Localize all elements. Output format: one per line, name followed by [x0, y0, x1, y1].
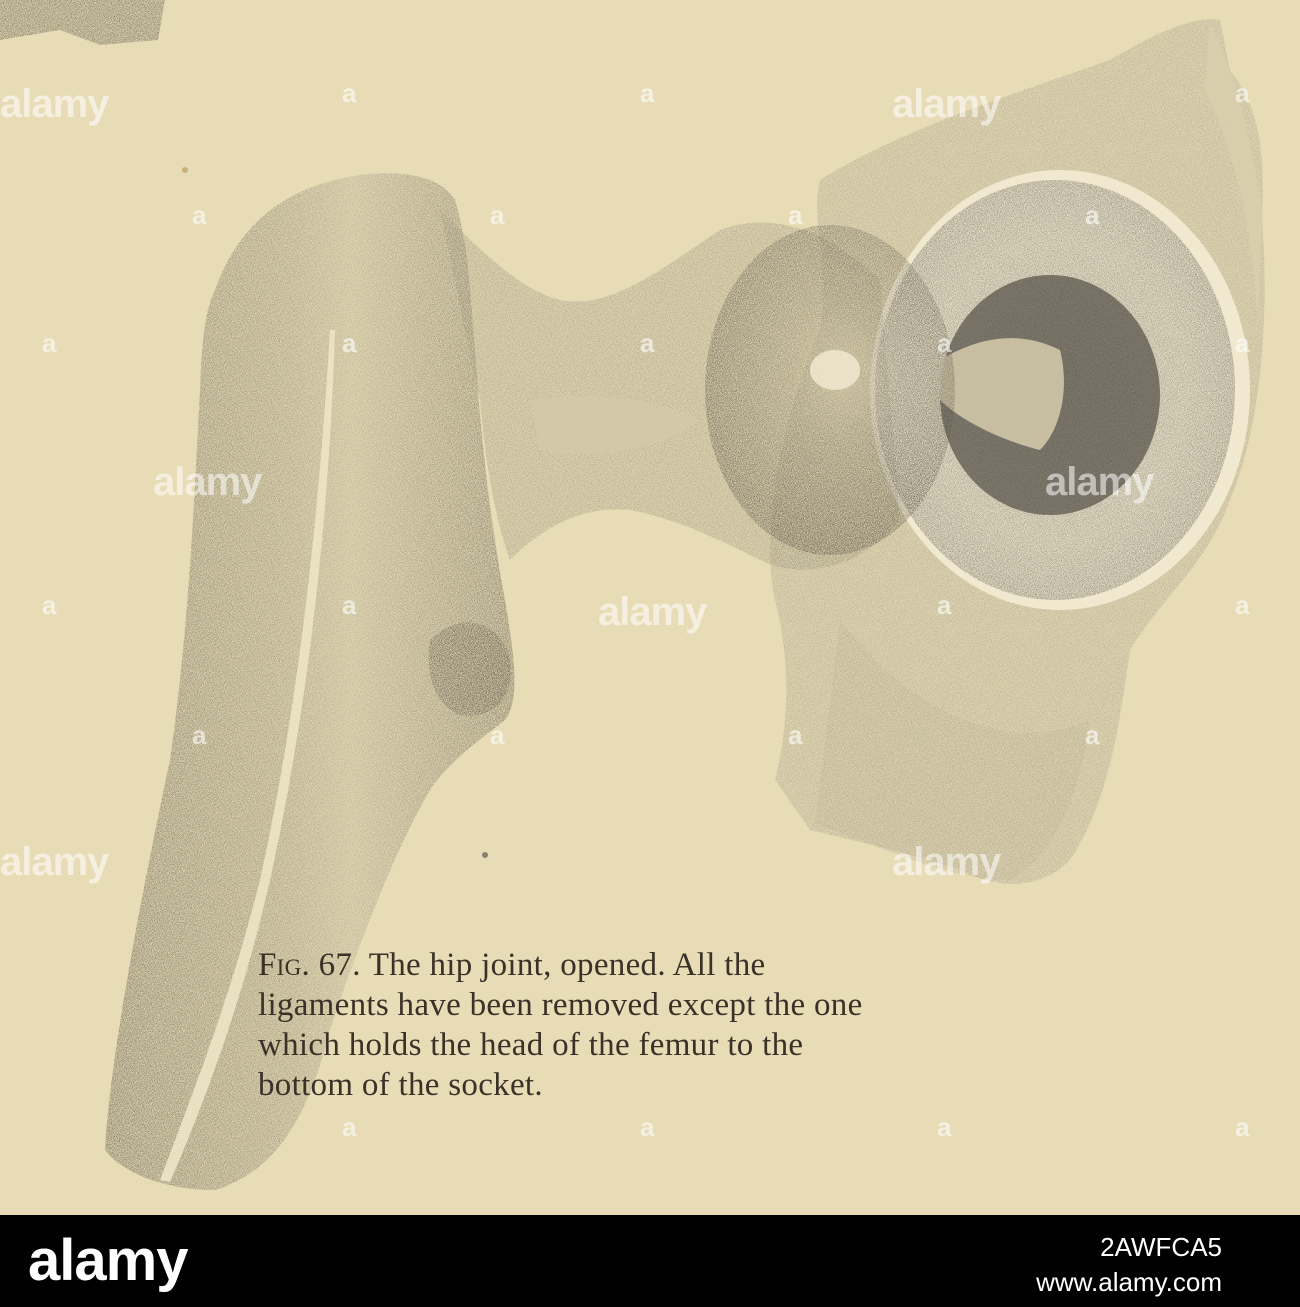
watermark-letter: a — [640, 1112, 655, 1142]
watermark: alamy — [598, 590, 707, 634]
image-id: 2AWFCA5 — [1100, 1232, 1222, 1262]
watermark-letter: a — [640, 78, 655, 108]
watermark-letter: a — [937, 590, 952, 620]
caption-line-4: bottom of the socket. — [258, 1067, 543, 1103]
caption-line-3: which holds the head of the femur to the — [258, 1027, 804, 1063]
watermark-letter: a — [1235, 328, 1250, 358]
figure-label: Fig. 67. — [258, 947, 361, 983]
watermark-letter: a — [1085, 200, 1100, 230]
watermark-letter: a — [192, 720, 207, 750]
bone-fragment-top-left — [0, 0, 165, 45]
alamy-logo: alamy — [28, 1228, 188, 1293]
watermark-letter: a — [490, 200, 505, 230]
watermark-letter: a — [490, 720, 505, 750]
caption-line-2: ligaments have been removed except the one — [258, 987, 863, 1023]
watermark-letter: a — [1235, 1112, 1250, 1142]
watermark: alamy — [0, 840, 109, 884]
watermark-letter: a — [937, 328, 952, 358]
site-url: www.alamy.com — [1036, 1267, 1222, 1297]
watermark: alamy — [0, 82, 109, 126]
paper-speck — [482, 852, 488, 858]
watermark-letter: a — [42, 590, 57, 620]
caption-line-1-text: The hip joint, opened. All the — [368, 947, 766, 983]
caption-line-1 — [258, 945, 1300, 985]
watermark-letter: a — [42, 328, 57, 358]
watermark-letter: a — [1235, 590, 1250, 620]
femoral-head — [705, 225, 955, 555]
watermark-letter: a — [192, 200, 207, 230]
watermark-letter: a — [640, 328, 655, 358]
watermark-letter: a — [788, 200, 803, 230]
watermark: alamy — [1045, 460, 1154, 504]
watermark: alamy — [892, 840, 1001, 884]
stock-footer-bar — [0, 1215, 1300, 1307]
watermark: alamy — [892, 82, 1001, 126]
watermark-letter: a — [342, 590, 357, 620]
watermark: alamy — [153, 460, 262, 504]
watermark-letter: a — [788, 720, 803, 750]
watermark-letter: a — [937, 1112, 952, 1142]
watermark-letter: a — [342, 328, 357, 358]
watermark-letter: a — [342, 78, 357, 108]
watermark-letter: a — [1235, 78, 1250, 108]
watermark-letter: a — [1085, 720, 1100, 750]
figure-caption — [258, 945, 1300, 1105]
watermark-letter: a — [342, 1112, 357, 1142]
paper-speck — [182, 167, 188, 173]
